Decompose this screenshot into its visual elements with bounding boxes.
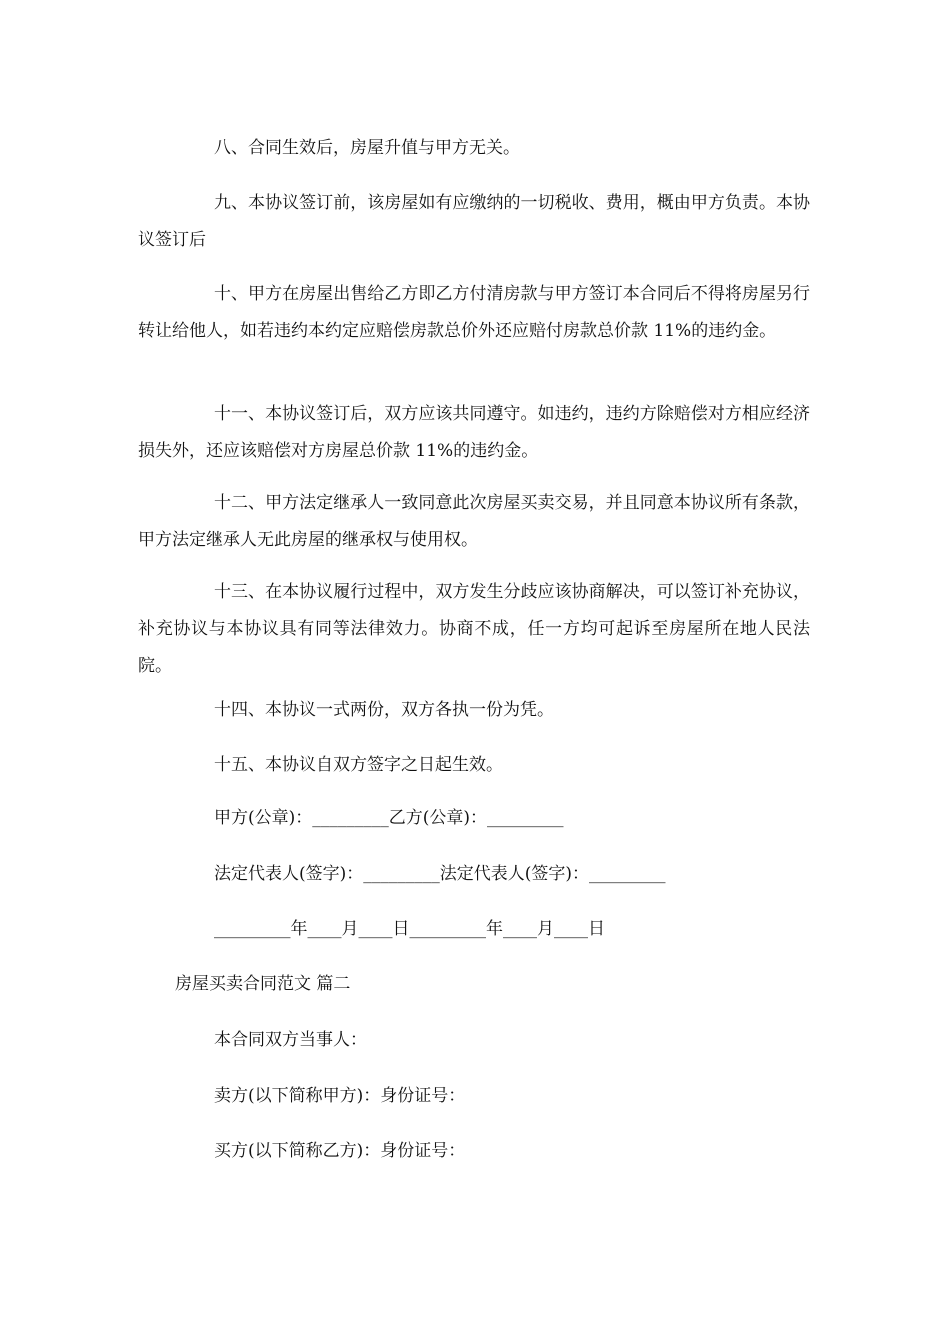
parties-intro: 本合同双方当事人： [214, 1030, 367, 1050]
clause-13: 十三、在本协议履行过程中，双方发生分歧应该协商解决，可以签订补充协议，补充协议与本协议具有同等法律效力。协商不成，任一方均可起诉至房屋所在地人民法院。 [138, 582, 810, 676]
clause-8: 八、合同生效后，房屋升值与甲方无关。 [214, 138, 520, 158]
clause-9: 九、本协议签订前，该房屋如有应缴纳的一切税收、费用，概由甲方负责。本协议签订后 [138, 193, 810, 250]
representative-signature-line: 法定代表人(签字)：_________法定代表人(签字)：_________ [214, 864, 666, 884]
buyer-line: 买方(以下简称乙方)：身份证号： [214, 1141, 466, 1161]
seal-signature-line: 甲方(公章)：_________乙方(公章)：_________ [214, 808, 564, 828]
clause-14: 十四、本协议一式两份，双方各执一份为凭。 [214, 700, 554, 720]
clause-15: 十五、本协议自双方签字之日起生效。 [214, 755, 503, 775]
section-2-title: 房屋买卖合同范文 篇二 [175, 974, 351, 994]
seller-line: 卖方(以下简称甲方)：身份证号： [214, 1086, 466, 1106]
date-signature-line: _________年____月____日_________年____月____日 [214, 919, 605, 939]
clause-11: 十一、本协议签订后，双方应该共同遵守。如违约，违约方除赔偿对方相应经济损失外，还应该赔偿对方房屋总价款 11%的违约金。 [138, 404, 810, 461]
clause-12: 十二、甲方法定继承人一致同意此次房屋买卖交易，并且同意本协议所有条款，甲方法定继承人无此房屋的继承权与使用权。 [138, 493, 810, 550]
clause-10: 十、甲方在房屋出售给乙方即乙方付清房款与甲方签订本合同后不得将房屋另行转让给他人，如若违约本约定应赔偿房款总价外还应赔付房款总价款 11%的违约金。 [138, 284, 810, 341]
